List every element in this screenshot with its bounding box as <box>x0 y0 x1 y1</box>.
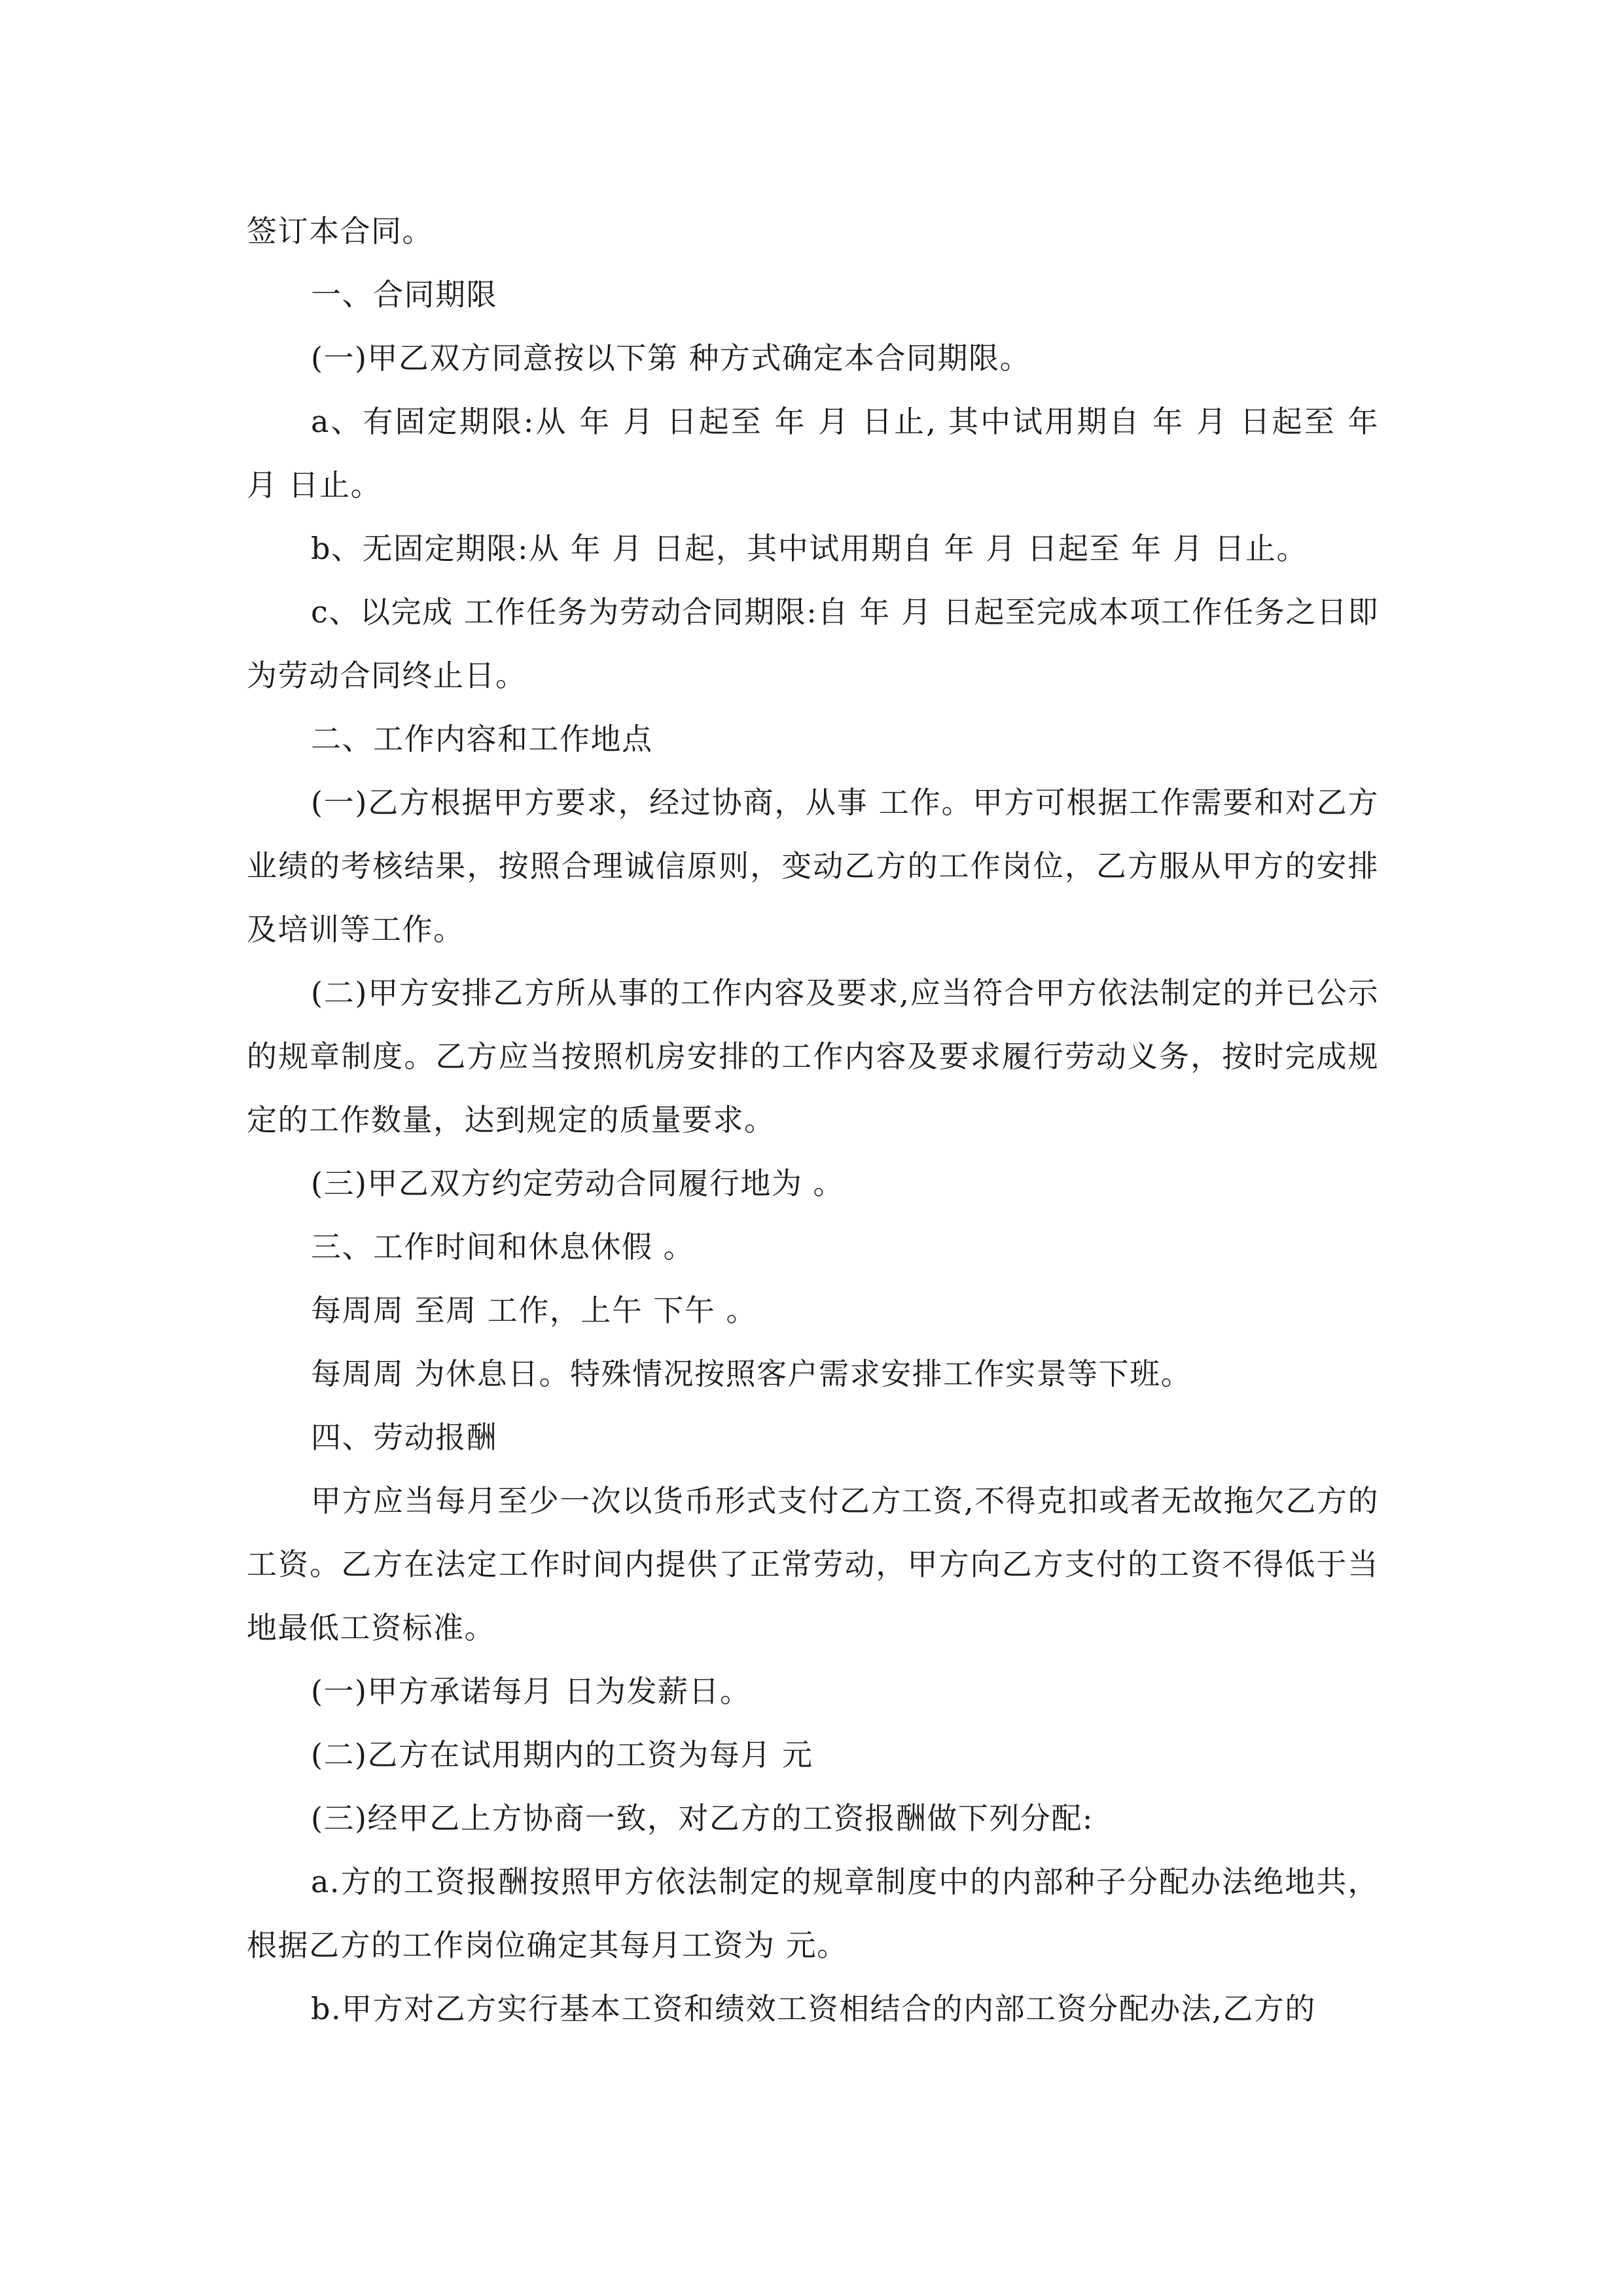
paragraph: 每周周 至周 工作，上午 下午 。 <box>311 1293 757 1328</box>
paragraph: (三)甲乙双方约定劳动合同履行地为 。 <box>311 1166 845 1201</box>
section-heading: 二、工作内容和工作地点 <box>311 721 653 757</box>
paragraph: (三)经甲乙上方协商一致，对乙方的工资报酬做下列分配: <box>311 1801 1094 1836</box>
paragraph: 签订本合同。 <box>247 213 433 249</box>
paragraph: (一)乙方根据甲方要求，经过协商，从事 工作。甲方可根据工作需要和对乙方业绩的考核结果，按照合理诚信原则，变动乙方的工作岗位，乙方服从甲方的安排及培训等工作。 <box>247 785 1379 947</box>
paragraph: a.方的工资报酬按照甲方依法制定的规章制度中的内部种子分配办法绝地共，根据乙方的工作岗位确定其每月工资为 元。 <box>247 1864 1379 1963</box>
paragraph: a、有固定期限:从 年 月 日起至 年 月 日止, 其中试用期自 年 月 日起至 年 月 日止。 <box>247 404 1379 503</box>
paragraph: (二)甲方安排乙方所从事的工作内容及要求,应当符合甲方依法制定的并已公示的规章制度。乙方应当按照机房安排的工作内容及要求履行劳动义务，按时完成规定的工作数量，达到规定的质量要求。 <box>247 975 1379 1138</box>
paragraph: c、以完成 工作任务为劳动合同期限:自 年 月 日起至完成本项工作任务之日即为劳动合同终止日。 <box>247 594 1379 693</box>
document-body <box>247 200 1379 2041</box>
section-heading: 三、工作时间和休息休假 。 <box>311 1229 695 1265</box>
paragraph: (一)甲方承诺每月 日为发薪日。 <box>311 1674 751 1709</box>
section-heading: 四、劳动报酬 <box>311 1420 497 1455</box>
paragraph: b.甲方对乙方实行基本工资和绩效工资相结合的内部工资分配办法,乙方的 <box>311 1991 1316 2026</box>
paragraph: 每周周 为休息日。特殊情况按照客户需求安排工作实景等下班。 <box>311 1356 1192 1391</box>
paragraph: (二)乙方在试用期内的工资为每月 元 <box>311 1737 813 1772</box>
section-heading: 一、合同期限 <box>311 277 497 312</box>
paragraph: (一)甲乙双方同意按以下第 种方式确定本合同期限。 <box>311 340 1031 376</box>
paragraph: b、无固定期限:从 年 月 日起，其中试用期自 年 月 日起至 年 月 日止。 <box>311 531 1308 566</box>
paragraph: 甲方应当每月至少一次以货币形式支付乙方工资,不得克扣或者无故拖欠乙方的工资。乙方在法定工作时间内提供了正常劳动，甲方向乙方支付的工资不得低于当地最低工资标准。 <box>247 1483 1379 1645</box>
